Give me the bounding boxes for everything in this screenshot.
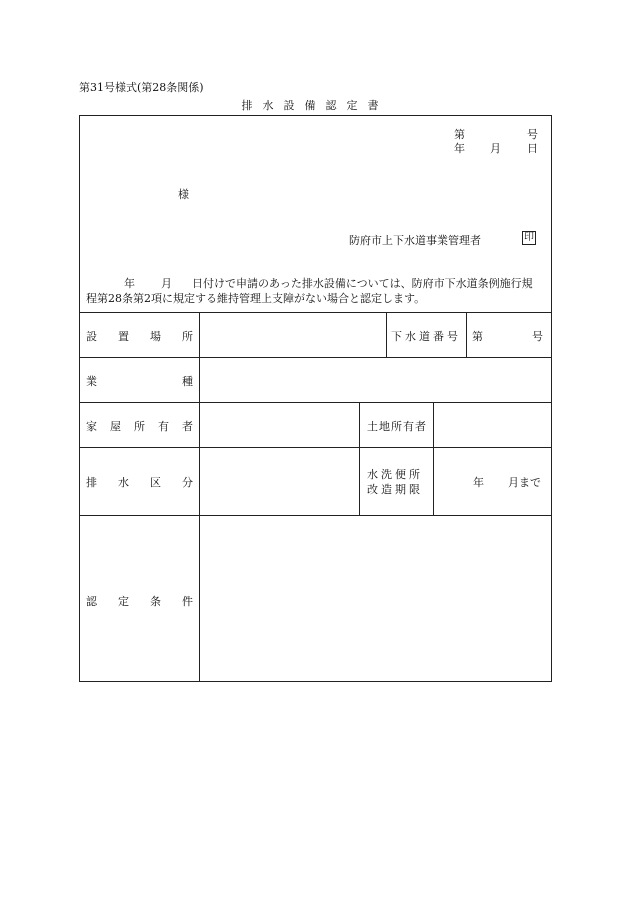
house-owner-char-5: 者 [182, 420, 193, 433]
paragraph-month: 月 [161, 277, 172, 290]
house-owner-char-2: 屋 [110, 420, 121, 433]
drainage-char-4: 分 [182, 476, 193, 489]
paragraph-year: 年 [124, 277, 135, 290]
paragraph-line1-text: 日付けで申請のあった排水設備については、防府市下水道条例施行規 [192, 277, 533, 290]
row1-divider-b [466, 312, 467, 357]
industry-label [86, 373, 193, 389]
location-char-2: 置 [118, 330, 129, 343]
rule-top-table [80, 312, 551, 313]
industry-char-2: 種 [182, 375, 193, 388]
industry-char-1: 業 [86, 375, 97, 388]
land-owner-label: 土地所有者 [367, 420, 427, 433]
conditions-char-2: 定 [118, 595, 129, 608]
house-owner-char-3: 所 [134, 420, 145, 433]
form-number: 第31号様式(第28条関係) [79, 81, 204, 94]
date-month: 月 [490, 142, 501, 155]
date-year: 年 [454, 142, 465, 155]
paragraph-line-1 [86, 276, 548, 291]
location-char-3: 場 [150, 330, 161, 343]
row34-divider-b [433, 402, 434, 515]
drainage-char-3: 区 [150, 476, 161, 489]
house-owner-char-1: 家 [86, 420, 97, 433]
conditions-char-1: 認 [86, 595, 97, 608]
sewer-number-label: 下水道番号 [391, 330, 461, 343]
toilet-label-line-1: 水洗便所 [367, 468, 423, 481]
drainage-char-1: 排 [86, 476, 97, 489]
rule-row-1 [80, 357, 551, 358]
certification-paragraph [86, 276, 548, 306]
certificate-sheet [79, 115, 552, 682]
deadline-year: 年 [473, 476, 484, 489]
toilet-label-line-2: 改造期限 [367, 483, 423, 496]
location-label [86, 328, 193, 344]
number-dai: 第 [454, 128, 465, 141]
sewer-number-gou: 号 [532, 330, 543, 343]
house-owner-char-4: 有 [158, 420, 169, 433]
form-title: 排水設備認定書 [241, 99, 389, 112]
rule-row-2 [80, 402, 551, 403]
location-char-1: 設 [86, 330, 97, 343]
drainage-char-2: 水 [118, 476, 129, 489]
location-char-4: 所 [182, 330, 193, 343]
paragraph-line-2: 程第28条第2項に規定する維持管理上支障がない場合と認定します。 [86, 292, 426, 305]
date-day: 日 [527, 142, 538, 155]
number-gou: 号 [527, 128, 538, 141]
row34-divider-a [359, 402, 360, 515]
drainage-label [86, 474, 193, 490]
row1-divider-a [386, 312, 387, 357]
label-column-divider [199, 312, 200, 682]
rule-row-3 [80, 447, 551, 448]
sewer-number-dai: 第 [472, 330, 483, 343]
deadline-month-until: 月まで [508, 476, 541, 489]
seal-mark [522, 231, 536, 245]
house-owner-label [86, 418, 193, 434]
conditions-char-4: 件 [182, 595, 193, 608]
conditions-char-3: 条 [150, 595, 161, 608]
conditions-label [86, 593, 193, 609]
seal-label: 印 [524, 232, 534, 243]
addressee-sama: 様 [178, 188, 189, 201]
issuer-name: 防府市上下水道事業管理者 [349, 234, 481, 247]
rule-row-4 [80, 515, 551, 516]
